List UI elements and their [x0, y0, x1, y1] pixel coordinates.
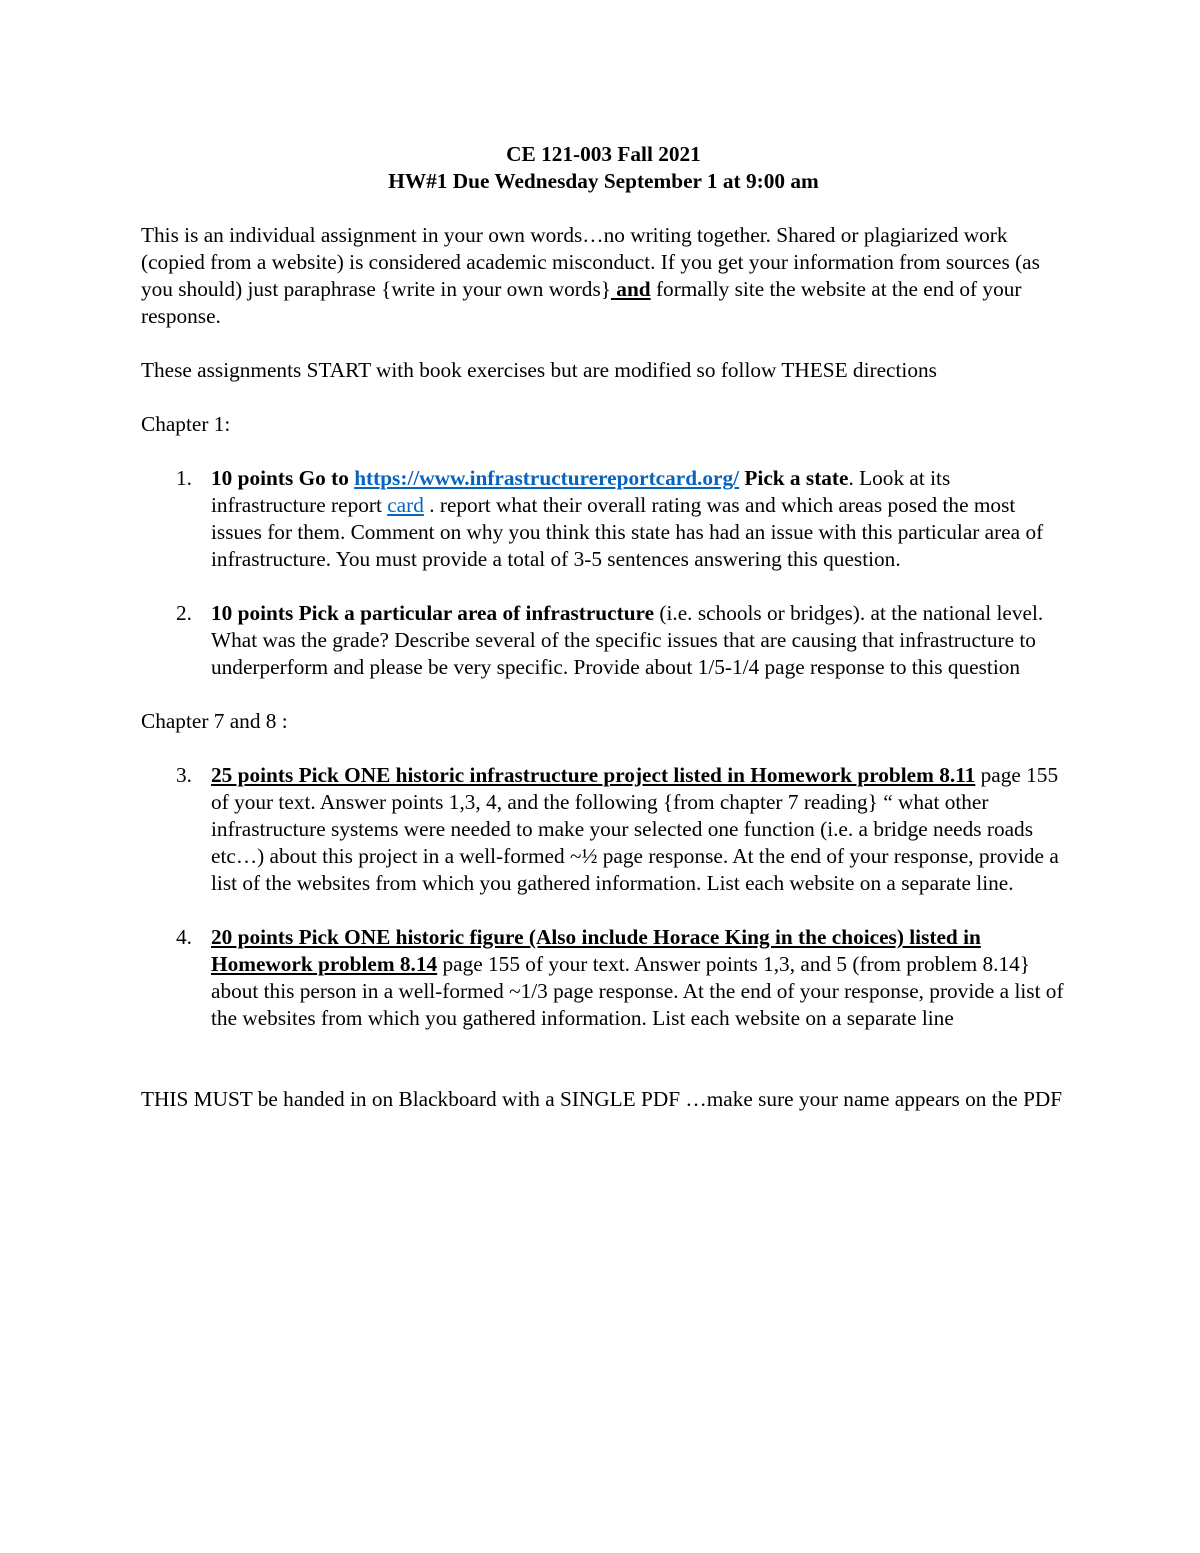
intro-text-1: This is an individual assignment in your own words…no writing together. Shared or plagiarized work (copied from a website) is considered academic misconduct. If you get your information from sources (as you should) just paraphrase {write in your own words}: [141, 223, 1040, 301]
item-lead: 25 points Pick ONE historic infrastructure project listed in Homework problem 8.11: [211, 763, 976, 787]
list-item: [141, 924, 1066, 1032]
chapter-7-8-list: [141, 762, 1066, 1032]
item-number: 3.: [176, 763, 192, 787]
chapter-7-8-heading: Chapter 7 and 8 :: [141, 709, 288, 733]
list-item: [141, 600, 1066, 681]
intro-text-2: formally site the website at the end of your response.: [141, 277, 1022, 328]
item-number: 4.: [176, 925, 192, 949]
card-link[interactable]: card: [387, 493, 424, 517]
item-lead: 10 points Pick a particular area of infrastructure: [211, 601, 655, 625]
list-item: [141, 465, 1066, 573]
intro-and-emphasis: and: [610, 277, 651, 301]
report-card-url-link[interactable]: https://www.infrastructurereportcard.org/: [354, 466, 740, 490]
instructions-paragraph: These assignments START with book exercises but are modified so follow THESE directions: [141, 358, 937, 382]
item-text: page 155 of your text. Answer points 1,3, and 5 (from problem 8.14} about this person in a well-formed ~1/3 page response. At the end of your response, provide a list of the websites from which you gathered information. List each website on a separate line: [211, 952, 1064, 1030]
chapter-1-heading: Chapter 1:: [141, 412, 231, 436]
item-text: (i.e. schools or bridges). at the national level. What was the grade? Describe several of the specific issues that are causing that infrastructure to underperform and please be very specific. Provide about 1/5-1/4 page response to this question: [211, 601, 1044, 679]
item-lead: 20 points Pick ONE historic figure (Also include Horace King in the choices) listed in Homework problem 8.14: [211, 925, 981, 976]
item-number: 1.: [176, 466, 192, 490]
item-lead: 10 points Go to: [211, 466, 355, 490]
intro-paragraph: [141, 222, 1066, 330]
footer-paragraph: THIS MUST be handed in on Blackboard with a SINGLE PDF …make sure your name appears on the PDF: [141, 1087, 1063, 1111]
item-number: 2.: [176, 601, 192, 625]
item-text-continued: . report what their overall rating was and which areas posed the most issues for them. Comment on why you think this state has had an issue with this particular area of infrastructure. You must provide a total of 3-5 sentences answering this question.: [211, 493, 1044, 571]
item-text: page 155 of your text. Answer points 1,3, 4, and the following {from chapter 7 reading} “ what other infrastructure systems were needed to make your selected one function (i.e. a bridge needs roads etc…) about this project in a well-formed ~½ page response. At the end of your response, provide a list of the websites from which you gathered information. List each website on a separate line.: [211, 763, 1059, 895]
assignment-title: HW#1 Due Wednesday September 1 at 9:00 am: [388, 169, 819, 193]
document-page: [141, 141, 1066, 1113]
course-title: CE 121-003 Fall 2021: [506, 142, 701, 166]
chapter-1-list: [141, 465, 1066, 681]
list-item: [141, 762, 1066, 897]
item-text: . Look at its infrastructure report: [211, 466, 951, 517]
item-pick-state: Pick a state: [739, 466, 849, 490]
